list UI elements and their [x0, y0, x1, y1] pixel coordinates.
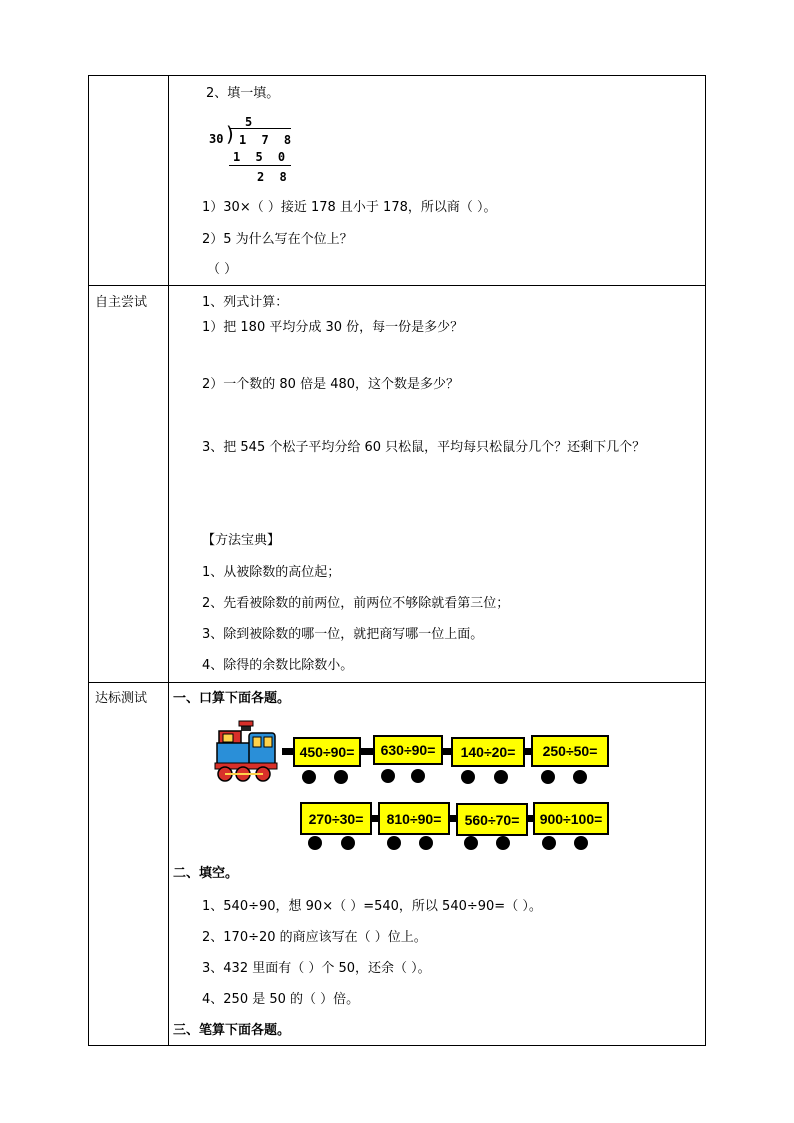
- divisor: 30: [209, 132, 224, 146]
- fill-2: 2、170÷20 的商应该写在（ ）位上。: [202, 930, 427, 945]
- division-bar: [229, 128, 291, 129]
- answer-blank: （ ）: [207, 262, 238, 277]
- wheel: [541, 770, 555, 784]
- train-car: 140÷20=: [451, 737, 525, 767]
- row-divider: [89, 682, 705, 683]
- train-engine-icon: [213, 719, 283, 785]
- question-2: 2）5 为什么写在个位上？: [202, 232, 353, 247]
- item-3: 3、把 545 个松子平均分给 60 只松鼠，平均每只松鼠分几个？还剩下几个？: [202, 440, 646, 455]
- train-car: 630÷90=: [373, 735, 443, 765]
- wheel: [494, 770, 508, 784]
- wheel: [341, 836, 355, 850]
- method-2: 2、先看被除数的前两位，前两位不够除就看第三位；: [202, 596, 510, 611]
- train-car: 560÷70=: [456, 803, 528, 836]
- section-2-title: 二、填空。: [173, 866, 239, 881]
- wheel: [411, 769, 425, 783]
- wheel: [573, 770, 587, 784]
- wheel: [496, 836, 510, 850]
- train-car: 270÷30=: [300, 802, 372, 835]
- question-1: 1）30×（ ）接近 178 且小于 178，所以商（ ）。: [202, 200, 497, 215]
- wheel: [334, 770, 348, 784]
- wheel: [308, 836, 322, 850]
- train-car: 450÷90=: [293, 737, 361, 767]
- wheel: [464, 836, 478, 850]
- worksheet-table: [88, 75, 706, 1046]
- method-4: 4、除得的余数比除数小。: [202, 658, 354, 673]
- method-3: 3、除到被除数的哪一位，就把商写哪一位上面。: [202, 627, 484, 642]
- division-bracket: ): [226, 122, 234, 146]
- fill-4: 4、250 是 50 的（ ）倍。: [202, 992, 360, 1007]
- wheel: [387, 836, 401, 850]
- row-label-standard-test: 达标测试: [95, 691, 148, 706]
- sub-question-1: 1）把 180 平均分成 30 份，每一份是多少？: [202, 320, 464, 335]
- wheel: [302, 770, 316, 784]
- wheel: [461, 770, 475, 784]
- column-divider: [168, 76, 169, 1045]
- wheel: [574, 836, 588, 850]
- item-1: 1、列式计算：: [202, 295, 289, 310]
- method-1: 1、从被除数的高位起；: [202, 565, 341, 580]
- train-car: 250÷50=: [531, 735, 609, 767]
- product: 1 5 0: [233, 150, 290, 164]
- fill-in-title: 2、填一填。: [206, 86, 280, 101]
- wheel: [419, 836, 433, 850]
- fill-3: 3、432 里面有（ ）个 50，还余（ ）。: [202, 961, 431, 976]
- dividend: 1 7 8: [239, 133, 296, 147]
- section-3-title: 三、笔算下面各题。: [173, 1023, 291, 1038]
- train-car: 810÷90=: [378, 802, 450, 835]
- wheel: [381, 769, 395, 783]
- sub-question-2: 2）一个数的 80 倍是 480，这个数是多少？: [202, 377, 460, 392]
- fill-1: 1、540÷90，想 90×（ ）=540，所以 540÷90=（ ）。: [202, 899, 542, 914]
- method-title: 【方法宝典】: [202, 533, 281, 548]
- train-car: 900÷100=: [533, 802, 609, 835]
- row-label-self-try: 自主尝试: [95, 295, 148, 310]
- wheel: [542, 836, 556, 850]
- train-coupler: [360, 748, 374, 755]
- remainder: 2 8: [257, 170, 291, 184]
- subtract-line: [229, 165, 291, 166]
- row-divider: [89, 285, 705, 286]
- quotient: 5: [245, 115, 257, 129]
- section-1-title: 一、口算下面各题。: [173, 691, 291, 706]
